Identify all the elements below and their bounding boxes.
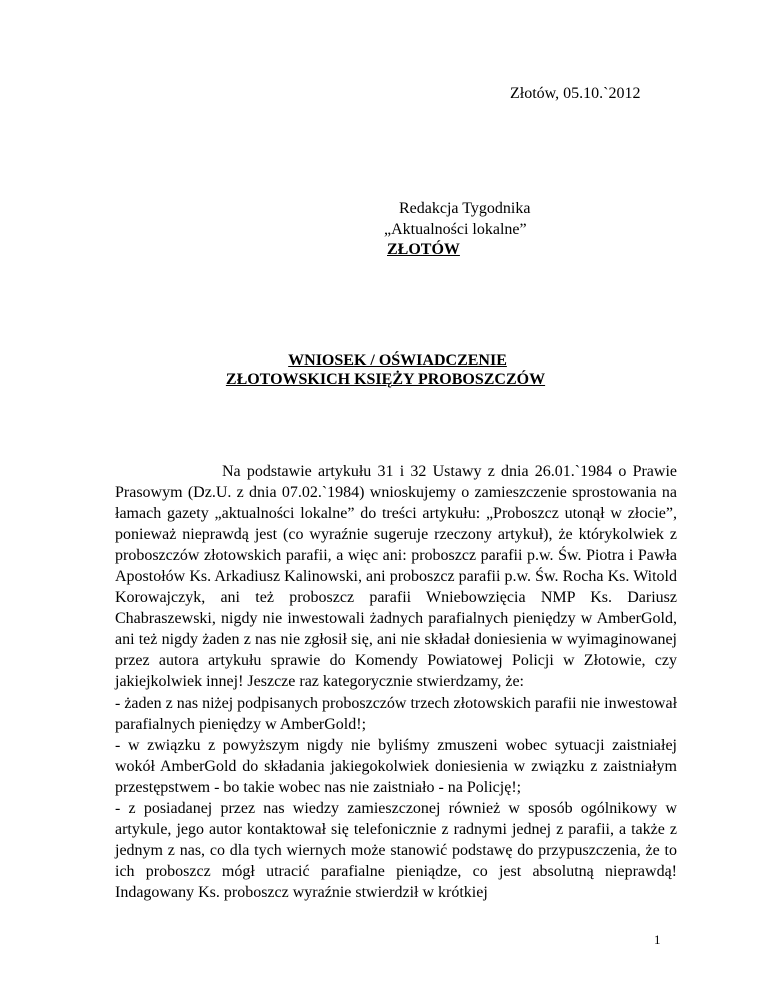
addressee-line-editorial: Redakcja Tygodnika [399,200,531,217]
body-paragraph-point-1: - żaden z nas niżej podpisanych proboszczów trzech złotowskich parafii nie inwestował parafialnych pieniędzy w AmberGold!; [115,694,678,733]
body-paragraph-intro: Na podstawie artykułu 31 i 32 Ustawy z dnia 26.01.`1984 o Prawie Prasowym (Dz.U. z dnia 07.02.`1984) wnioskujemy o zamieszczenie sprostowania na łamach gazety „aktualności lokalne” do treści artykułu: „Proboszcz utonął w złocie”, ponieważ nieprawdą jest (co wyraźnie sugeruje rzeczony artykuł), że którykolwiek z proboszczów złotowskich parafii, a więc ani: proboszcz parafii p.w. Św. Piotra i Pawła Apostołów Ks. Arkadiusz Kalinowski, ani proboszcz parafii p.w. Św. Rocha Ks. Witold Korowajczyk, ani też proboszcz parafii Wniebowzięcia NMP Ks. Dariusz Chabraszewski, nigdy nie inwestowali żadnych parafialnych pieniędzy w AmberGold, ani też nigdy żaden z nas nie zgłosił się, ani nie składał doniesienia w wyimaginowanej przez autora artykułu sprawie do Komendy Powiatowej Policji w Złotowie, czy jakiejkolwiek innej! Jeszcze raz kategorycznie stwierdzamy, że: [115,463,677,691]
addressee-city: ZŁOTÓW [387,241,460,258]
document-body [115,461,677,903]
document-title [0,351,768,389]
addressee-block [372,198,530,260]
document-title-line-2: ZŁOTOWSKICH KSIĘŻY PROBOSZCZÓW [225,371,546,388]
addressee-line-newspaper: „Aktualności lokalne” [384,221,527,238]
page-number: 1 [654,932,661,947]
body-paragraph-point-2: - w związku z powyższym nigdy nie byliśmy zmuszeni wobec sytuacji zaistniałej wokół AmberGold do składania jakiegokolwiek doniesienia w związku z zaistniałym przestępstwem - bo takie wobec nas nie zaistniało - na Policję!; [115,736,677,796]
body-paragraph-point-3: - z posiadanej przez nas wiedzy zamieszczonej również w sposób ogólnikowy w artykule, jego autor kontaktował się telefonicznie z radnymi jednej z parafii, a także z jednym z nas, co dla tych wiernych może stanowić podstawę do przypuszczenia, że to ich proboszcz mógł utracić parafialne pieniądze, co jest absolutną nieprawdą! Indagowany Ks. proboszcz wyraźnie stwierdził w krótkiej [115,799,677,901]
document-date: Złotów, 05.10.`2012 [510,85,641,102]
document-title-line-1: WNIOSEK / OŚWIADCZENIE [288,352,507,369]
